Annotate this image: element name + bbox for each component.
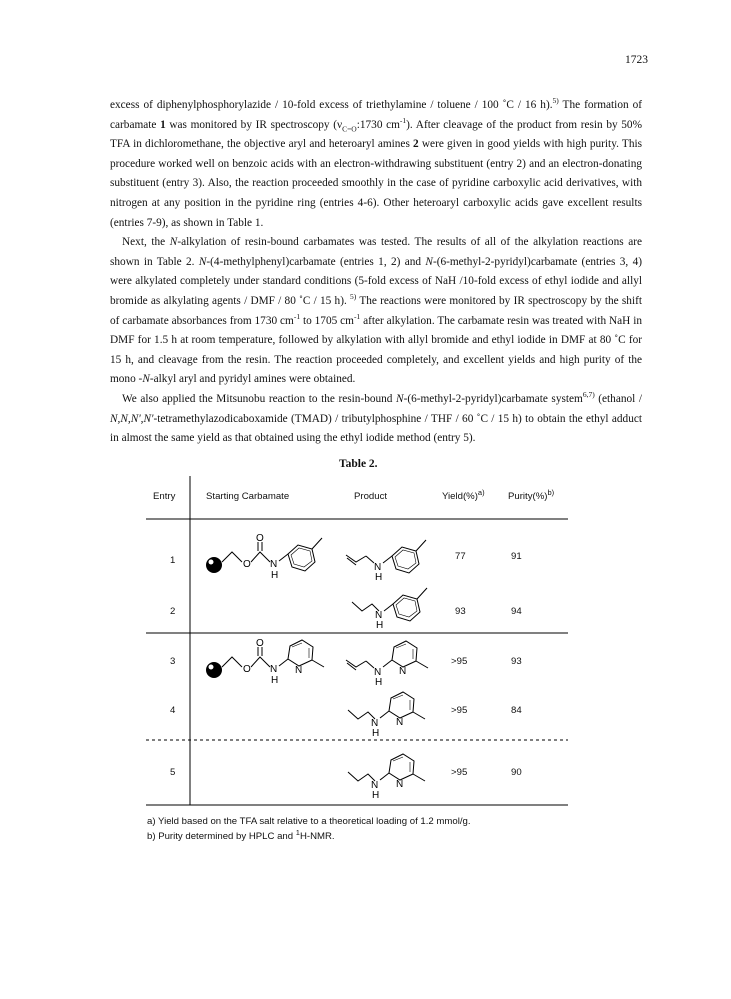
atom-label: N — [396, 779, 404, 790]
text-run: -(6-methyl-2-pyridyl)carbamate system — [403, 392, 583, 405]
text-run: to 1705 cm — [300, 314, 354, 327]
paragraph-2 — [110, 233, 642, 390]
atom-label: H — [375, 572, 383, 583]
product-allyl-tolyl — [346, 540, 426, 583]
text-run: Next, the — [122, 236, 170, 249]
footnote-marker: a) — [477, 487, 485, 497]
atom-label: N — [371, 718, 379, 729]
row-1-purity: 91 — [511, 551, 522, 562]
italic-run: N — [425, 255, 433, 268]
header-product: Product — [354, 491, 388, 502]
superscript: -1 — [399, 115, 407, 125]
table-footnotes — [147, 814, 471, 844]
row-5-entry: 5 — [170, 767, 176, 778]
atom-label: N — [399, 666, 407, 677]
resin-bead-icon — [206, 557, 222, 573]
page-number: 1723 — [625, 54, 648, 66]
text-run: We also applied the Mitsunobu reaction to the resin-bound — [122, 392, 397, 405]
footnote-b-text: b) Purity determined by HPLC and — [147, 831, 296, 842]
text-run: ). After cleavage of the product from resin by 50% TFA in dichloromethane, the objective aryl and heteroaryl amines — [110, 118, 642, 151]
subscript: C=O — [342, 123, 357, 133]
header-yield-label: Yield(%) — [442, 491, 478, 502]
footnote-a: a) Yield based on the TFA salt relative to a theoretical loading of 1.2 mmol/g. — [147, 816, 471, 827]
text-run: was monitored by IR spectroscopy (ν — [165, 118, 343, 131]
header-entry: Entry — [153, 491, 176, 502]
row-1-yield: 77 — [455, 551, 466, 562]
row-4-purity: 84 — [511, 705, 522, 716]
text-run: were given in good yields with high purity. This procedure worked well on benzoic acids with an electron-withdrawing substituent (entry 2) and an electron-donating substituent (entry 3). Also, the reaction proceeded smoothly in the case of pyridine carboxylic acid derivatives, with nitrogen at any position in the pyridine ring (entries 4-6). Other heteroaryl carboxylic acids gave excellent results (entries 7-9), as shown in Table 1. — [110, 138, 643, 229]
atom-label: N — [270, 664, 278, 675]
row-3-purity: 93 — [511, 656, 522, 667]
row-2-entry: 2 — [170, 606, 176, 617]
atom-label: H — [372, 790, 380, 801]
header-yield — [442, 487, 485, 502]
superscript: 1 — [295, 827, 300, 837]
text-run: -alkyl aryl and pyridyl amines were obtained. — [149, 373, 356, 386]
row-2-yield: 93 — [455, 606, 466, 617]
atom-label: N — [374, 562, 382, 573]
atom-label: O — [256, 638, 264, 649]
paragraph-1 — [110, 96, 642, 233]
atom-label: N — [396, 717, 404, 728]
row-3-entry: 3 — [170, 656, 176, 667]
atom-label: O — [256, 533, 264, 544]
footnote-b-text: H-NMR. — [299, 831, 335, 842]
resin-bead-icon — [206, 662, 222, 678]
atom-label: H — [271, 675, 279, 686]
atom-label: H — [372, 728, 380, 739]
starting-carbamate-tolyl — [206, 533, 322, 581]
atom-label: H — [376, 620, 384, 631]
text-run: :1730 cm — [356, 118, 400, 131]
reference: 5) — [350, 292, 357, 302]
atom-label: N — [270, 559, 278, 570]
reference: 5) — [552, 96, 559, 106]
italic-run: N — [198, 255, 207, 268]
compound-number: 1 — [160, 118, 166, 131]
atom-label: O — [243, 664, 251, 675]
atom-label: O — [243, 559, 251, 570]
row-3-yield: >95 — [451, 656, 468, 667]
atom-label: N — [374, 667, 382, 678]
header-starting-carbamate: Starting Carbamate — [206, 491, 290, 502]
paragraph-3 — [110, 390, 642, 449]
italic-run: N,N,N',N' — [110, 412, 154, 425]
atom-label: N — [375, 610, 383, 621]
row-5-yield: >95 — [451, 767, 468, 778]
atom-label: H — [375, 677, 383, 688]
product-ethyl-pyridyl — [348, 692, 425, 739]
header-purity-label: Purity(%) — [508, 491, 548, 502]
compound-number: 2 — [413, 138, 419, 151]
row-5-purity: 90 — [511, 767, 522, 778]
atom-label: N — [295, 665, 303, 676]
text-run: -(4-methylphenyl)carbamate (entries 1, 2) and — [206, 255, 426, 268]
row-4-entry: 4 — [170, 705, 176, 716]
superscript: -1 — [353, 311, 361, 321]
italic-run: N — [396, 392, 404, 405]
reference: 6,7) — [582, 390, 595, 400]
body-text — [110, 96, 642, 449]
footnote-b — [147, 829, 471, 844]
starting-carbamate-pyridyl — [206, 638, 324, 686]
product-ethyl-tolyl — [352, 588, 427, 631]
row-2-purity: 94 — [511, 606, 522, 617]
superscript: -1 — [293, 311, 301, 321]
row-4-yield: >95 — [451, 705, 468, 716]
row-1-entry: 1 — [170, 555, 176, 566]
atom-label: N — [371, 780, 379, 791]
text-run: excess of diphenylphosphorylazide / 10-fold excess of triethylamine / toluene / 100 ˚C / 16 h). — [110, 99, 553, 111]
text-run: -(6-methyl-2-pyridyl)carbamate (entries 3, 4) were alkylated completely under standard conditions (5-fold excess of NaH /10-fold excess of ethyl iodide and allyl bromide as alkylating agents / DMF / 80 ˚C / 15 h). — [110, 255, 642, 307]
text-run: The reactions were monitored by IR spectroscopy by the shift of carbamate absorbances from 1730 cm — [110, 294, 642, 327]
italic-run: N — [169, 236, 178, 249]
atom-label: H — [271, 570, 279, 581]
text-run: -tetramethylazodicaboxamide (TMAD) / tributylphosphine / THF / 60 ˚C / 15 h) to obtain the ethyl adduct in almost the same yield as that obtained using the ethyl iodide method (entry 5). — [110, 412, 642, 445]
text-run: -alkylation of resin-bound carbamates was tested. The results of all of the alkylation reactions are shown in Table 2. — [110, 236, 643, 268]
product-allyl-pyridyl — [346, 641, 428, 688]
italic-run: N — [142, 373, 150, 386]
text-run: (ethanol / — [594, 392, 642, 405]
header-purity — [508, 487, 555, 502]
product-ethyl-pyridyl-mitsunobu — [348, 754, 425, 801]
text-run: after alkylation. The carbamate resin was treated with NaH in DMF for 1.5 h at room temperature, followed by alkylation with allyl bromide and ethyl iodide in DMF at 80 ˚C for 15 h, and cleavage from the resin. The reaction proceeded completely, and excellent yields and high purity of the mono - — [110, 314, 642, 386]
footnote-marker: b) — [547, 487, 555, 497]
text-run: The formation of carbamate — [110, 99, 642, 131]
table-title: Table 2. — [339, 458, 378, 470]
